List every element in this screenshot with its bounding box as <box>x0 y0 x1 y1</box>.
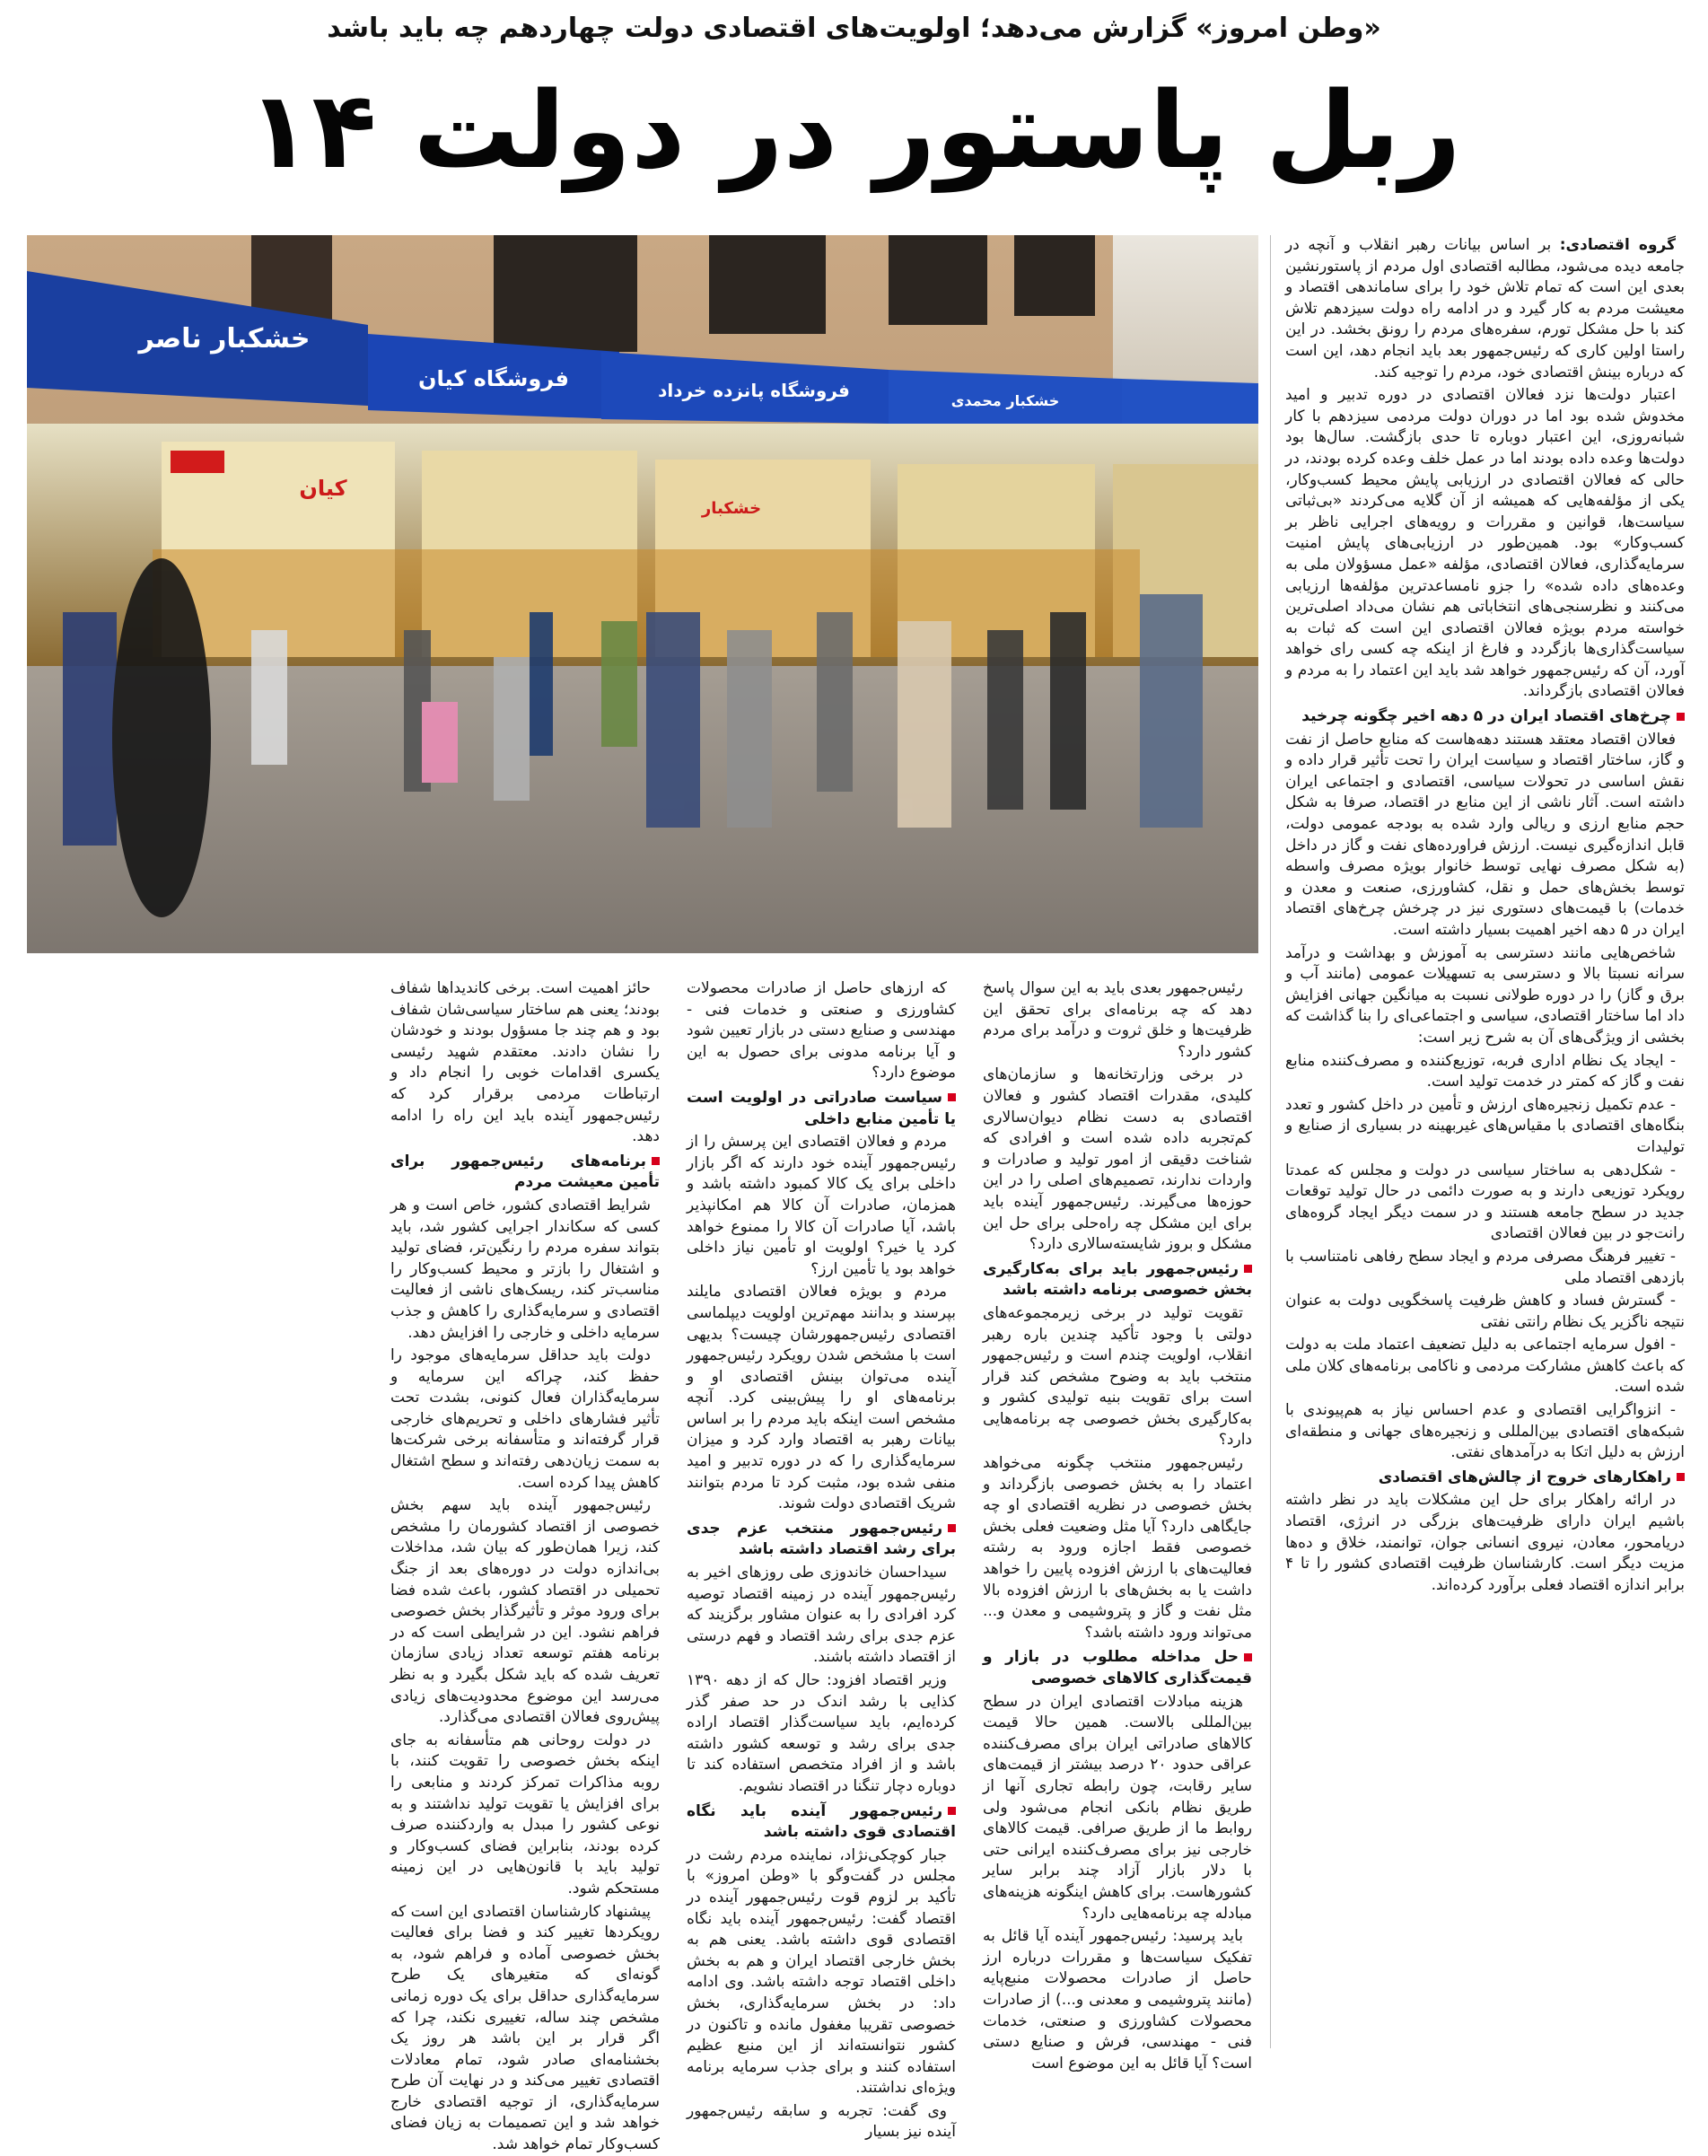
subheading-text: رئیس‌جمهور منتخب عزم جدی برای رشد اقتصاد داشته باشد <box>687 1519 956 1559</box>
paragraph: پیشنهاد کارشناسان اقتصادی این است که رویکردها تغییر کند و فضا برای فعالیت بخش خصوصی آماده و فراهم شود، به گونه‌ای که متغیرهای یک طرح سرمایه‌گذاری حداقل برای یک دوره زمانی مشخص چند ساله، تغییری نکند، چرا که اگر قرار بر این باشد هر روز یک بخشنامه‌ای صادر شود، تمام معادلات اقتصادی تغییر می‌کند و در نهایت آن طرح سرمایه‌گذاری، از توجیه اقتصادی خارج خواهد شد و این تصمیمات به زیان فضای کسب‌وکار تمام خواهد شد. <box>390 1902 660 2154</box>
sign-text: خشکبار محمدی <box>950 392 1060 409</box>
red-square-icon <box>1244 1265 1252 1273</box>
article-column-5 <box>27 978 366 2046</box>
subheading <box>687 1088 956 1130</box>
bullet-item: - گسترش فساد و کاهش ظرفیت پاسخگویی دولت به عنوان نتیجه ناگزیر یک نظام رانتی نفتی <box>1285 1292 1685 1331</box>
paragraph: هزینه مبادلات اقتصادی ایران در سطح بین‌المللی بالاست. همین حالا قیمت کالاهای صادراتی ایران برای مصرف‌کننده عراقی حدود ۲۰ درصد بیشتر از قیمت‌های سایر رقابت، چون رابطه تجاری آنها از طریق نظام بانکی انجام می‌شود ولی روابط ما از طریق صرافی. قیمت کالاهای خارجی نیز برای مصرف‌کننده ایرانی حتی با دلار بازار آزاد چند برابر سایر کشورهاست. برای کاهش اینگونه هزینه‌های مبادله چه برنامه‌هایی دارد؟ <box>983 1692 1252 1923</box>
bullet-item: - افول سرمایه اجتماعی به دلیل تضعیف اعتماد ملت به دولت که باعث کاهش مشارکت مردمی و ناکامی برنامه‌های کلان ملی شده است. <box>1285 1336 1685 1397</box>
paragraph: مردم و بویژه فعالان اقتصادی مایلند بپرسند و بدانند مهم‌ترین اولویت دیپلماسی اقتصادی رئیس‌جمهورشان چیست؟ بدیهی است با مشخص شدن رویکرد رئیس‌جمهور آینده می‌توان بینش اقتصادی او و برنامه‌های او را پیش‌بینی کرد. آنچه مشخص است اینکه باید مردم را بر اساس بیانات رهبر به اقتصاد وارد کرد و میزان سرمایه‌گذاری را که در دوره تدبیر و امید منفی شده بود، مثبت کرد تا مردم بتوانند شریک اقتصادی دولت شوند. <box>687 1283 956 1513</box>
paragraph: رئیس‌جمهور آینده باید سهم بخش خصوصی از اقتصاد کشورمان را مشخص کند، زیرا همان‌طور که بیان شد، مداخلات بی‌اندازه دولت در دوره‌های بعد از جنگ تحمیلی در اقتصاد کشور، باعث شده فضا برای ورود موثر و تأثیرگذار بخش خصوصی فراهم نشود. این در شرایطی است که در برنامه هفتم توسعه تعداد زیادی سازمان تعریف شده که باید شکل بگیرد و به نظر می‌رسد این موضوع محدودیت‌های زیادی پیش‌روی فعالان اقتصادی می‌گذارد. <box>390 1496 660 1727</box>
subheading <box>983 1259 1252 1301</box>
article-column-2 <box>983 978 1252 2073</box>
paragraph: که ارزهای حاصل از صادرات محصولات کشاورزی و صنعتی و خدمات فنی - مهندسی و صنایع دستی در بازار تعیین شود و آیا برنامه مدونی برای حصول به این موضوع دارد؟ <box>687 979 956 1082</box>
red-square-icon <box>948 1093 956 1101</box>
red-square-icon <box>948 1807 956 1815</box>
paragraph: باید پرسید: رئیس‌جمهور آینده آیا قائل به تفکیک سیاست‌ها و مقررات درباره ارز حاصل از صادرات محصولات منبع‌پایه (مانند پتروشیمی و معدنی و...) از صادرات محصولات کشاورزی و صنعتی، خدمات فنی - مهندسی، فرش و صنایع دستی است؟ آیا قائل به این موضوع است <box>983 1927 1252 2073</box>
sign-text: خشکبار <box>701 499 762 518</box>
subheading <box>983 1647 1252 1689</box>
red-square-icon <box>1677 713 1685 721</box>
subheading-text: رئیس‌جمهور آینده باید نگاه اقتصادی قوی داشته باشد <box>687 1801 956 1842</box>
paragraph: جبار کوچکی‌نژاد، نماینده مردم رشت در مجلس در گفت‌وگو با «وطن امروز» با تأکید بر لزوم قوت رئیس‌جمهور آینده در اقتصاد گفت: رئیس‌جمهور آینده باید نگاه اقتصادی قوی داشته باشد. یعنی هم به بخش خارجی اقتصاد ایران و هم به بخش داخلی اقتصاد توجه داشته باشد. وی ادامه داد: در بخش سرمایه‌گذاری، بخش خصوصی تقریبا مغفول مانده و تاکنون در کشور نتوانسته‌اند از این منبع عظیم استفاده کنند و برای جذب سرمایه برنامه ویژه‌ای نداشتند. <box>687 1845 956 2098</box>
paragraph: رئیس‌جمهور منتخب چگونه می‌خواهد اعتماد را به بخش خصوصی بازگرداند و بخش خصوصی در نظریه اقتصادی او چه جایگاهی دارد؟ آیا مثل وضعیت فعلی بخش خصوصی فقط اجازه ورود به رشته فعالیت‌های با ارزش افزوده پایین را خواهد داشت یا به بخش‌های با ارزش افزوده بالا مثل نفت و گاز و پتروشیمی و معدن و... می‌تواند ورود داشته باشد؟ <box>983 1454 1252 1642</box>
paragraph: فعالان اقتصاد معتقد هستند دهه‌هاست که منابع حاصل از نفت و گاز، ساختار اقتصاد و سیاست ایران را تحت تأثیر قرار داده و نقش اساسی در تحولات سیاسی، اقتصادی و اجتماعی ایران داشته است. آثار ناشی از این منابع در اقتصاد، صرفا به شکل حجم منابع ارزی و ریالی وارد شده به بودجه عمومی دولت، قابل اندازه‌گیری نیست. ارزش فراورده‌های نفت و گاز در داخل (به شکل مصرف نهایی توسط خانوار بویژه مصرف واسطه توسط بخش‌های حمل و نقل، کشاورزی، صنعت و معدن و خدمات) با قیمت‌های دستوری نیز در چرخش چرخ‌های اقتصاد ایران در ۵ دهه اخیر اهمیت بسیار داشته است. <box>1285 730 1685 939</box>
red-square-icon <box>948 1524 956 1532</box>
paragraph: در دولت روحانی هم متأسفانه به جای اینکه بخش خصوصی را تقویت کنند، با روبه مذاکرات تمرکز کردند و منابعی را برای افزایش یا تقویت تولید نداشتند و به نوعی کشور را مبدل به واردکننده صرف کرده بودند، بنابراین فضای کسب‌وکار و تولید باید با قانون‌هایی در این زمینه مستحکم شود. <box>390 1731 660 1897</box>
bullet-item: - تغییر فرهنگ مصرفی مردم و ایجاد سطح رفاهی نامتناسب با بازدهی اقتصاد ملی <box>1285 1247 1685 1287</box>
paragraph: بر اساس بیانات رهبر انقلاب و آنچه در جامعه دیده می‌شود، مطالبه اقتصادی اول مردم از پاستورنشین بعدی این است که تمام تلاش خود را برای ساماندهی اقتصاد و معیشت مردم به کار گیرد و در ادامه راه دولت سیزدهم تلاش کند با حل مشکل تورم، سفره‌های مردم را رونق بخشد. در این راستا اولین کاری که رئیس‌جمهور بعد باید انجام دهد، این است که درباره بینش اقتصادی خود، مردم را توجیه کند. <box>1285 236 1685 381</box>
paragraph: مردم و فعالان اقتصادی این پرسش را از رئیس‌جمهور آینده خود دارند که اگر بازار داخلی برای یک کالا کمبود داشته باشد و همزمان، صادرات آن کالا هم امکانپذیر باشد، آیا صادرات آن کالا را ممنوع خواهد کرد یا خیر؟ اولویت او تأمین نیاز داخلی خواهد بود یا تأمین ارز؟ <box>687 1133 956 1278</box>
red-square-icon <box>1677 1473 1685 1481</box>
column-divider <box>1270 235 1271 2048</box>
subheading <box>687 1519 956 1561</box>
sign-text: فروشگاه پانزده خرداد <box>658 380 850 401</box>
article-kicker: «وطن امروز» گزارش می‌دهد؛ اولویت‌های اقتصادی دولت چهاردهم چه باید باشد <box>327 13 1381 44</box>
sign-text: کیان <box>299 476 347 501</box>
subheading <box>390 1152 660 1194</box>
article-column-4 <box>390 978 660 2154</box>
paragraph: وی گفت: تجربه و سابقه رئیس‌جمهور آینده نیز بسیار <box>687 2101 956 2142</box>
red-square-icon <box>1244 1653 1252 1661</box>
subheading-text: حل مداخله مطلوب در بازار و قیمت‌گذاری کالاهای خصوصی <box>983 1648 1252 1687</box>
subheading-text: رئیس‌جمهور باید برای به‌کارگیری بخش خصوصی برنامه داشته باشد <box>983 1259 1252 1300</box>
paragraph: تقویت تولید در برخی زیرمجموعه‌های دولتی با وجود تأکید چندین باره رهبر انقلاب، اولویت چندم است و رئیس‌جمهور منتخب باید به وضوح مشخص کند قرار است برای تقویت بنیه تولیدی کشور و به‌کارگیری بخش خصوصی چه برنامه‌هایی دارد؟ <box>983 1303 1252 1450</box>
red-square-icon <box>652 1157 660 1165</box>
sign-text: فروشگاه کیان <box>418 366 569 391</box>
subheading <box>1285 1468 1685 1489</box>
paragraph: دولت باید حداقل سرمایه‌های موجود را حفظ کند، چراکه این سرمایه و سرمایه‌گذاران فعال کنونی، بشدت تحت تأثیر فشارهای داخلی و تحریم‌های خارجی قرار گرفته‌اند و متأسفانه برخی شرکت‌ها به سمت زیان‌دهی رفته‌اند و سطح اشتغال کاهش پیدا کرده است. <box>390 1346 660 1492</box>
article-column-3 <box>687 978 956 2142</box>
paragraph: وزیر اقتصاد افزود: حال که از دهه ۱۳۹۰ کذایی با رشد اندک در حد صفر گذر کرده‌ایم، باید سیاست‌گذار اقتصاد اراده جدی برای رشد و توسعه کشور داشته باشد و از افراد متخصص استفاده کند تا دوباره دچار تنگنا در اقتصاد نشویم. <box>687 1671 956 1795</box>
paragraph: در ارائه راهکار برای حل این مشکلات باید در نظر داشته باشیم ایران دارای ظرفیت‌های بزرگی در انرژی، اقتصاد دریامحور، معادن، نیروی انسانی جوان، توانمند، خلاق و ده‌ها مزیت دیگر است. کارشناسان ظرفیت اقتصادی کشور را تا ۴ برابر اندازه اقتصاد فعلی برآورد کرده‌اند. <box>1285 1491 1685 1594</box>
bullet-item: - انزواگرایی اقتصادی و عدم احساس نیاز به هم‌پیوندی با شبکه‌های اقتصادی بین‌المللی و زنجیره‌های جهانی و منطقه‌ای ارزش به دلیل اتکا به درآمدهای نفتی. <box>1285 1401 1685 1462</box>
sign-text: خشکبار ناصر <box>138 323 311 355</box>
paragraph: حائز اهمیت است. برخی کاندیداها شفاف بودند؛ یعنی هم ساختار سیاسی‌شان شفاف بود و هم چند جا مسؤول بودند و خودشان را نشان دادند. معتقدم شهید رئیسی یکسری اقدامات خوبی را انجام داد و ارتباطات مردمی برقرار کرد که رئیس‌جمهور آینده باید این راه را ادامه دهد. <box>390 979 660 1146</box>
bullet-item: - شکل‌دهی به ساختار سیاسی در دولت و مجلس که عمدتا رویکرد توزیعی دارند و به صورت دائمی در حال تولید توقعات جدید در سطح جامعه هستند و در سمت دیگر ایجاد گروه‌های رانت‌جو در بین فعالان اقتصادی <box>1285 1161 1685 1243</box>
lead-label: گروه اقتصادی: <box>1559 236 1676 254</box>
subheading-text: چرخ‌های اقتصاد ایران در ۵ دهه اخیر چگونه چرخید <box>1301 707 1671 726</box>
subheading <box>687 1801 956 1844</box>
paragraph: شرایط اقتصادی کشور، خاص است و هر کسی که سکاندار اجرایی کشور شد، باید بتواند سفره مردم را رنگین‌تر، فضای تولید و اشتغال را بازتر و محیط کسب‌وکار را مناسب‌تر کند، ریسک‌های ناشی از فعالیت اقتصادی و سرمایه‌گذاری را کاهش و جذب سرمایه داخلی و خارجی را افزایش دهد. <box>390 1196 660 1342</box>
paragraph: رئیس‌جمهور بعدی باید به این سوال پاسخ دهد که چه برنامه‌ای برای تحقق این ظرفیت‌ها و خلق ثروت و درآمد برای مردم کشور دارد؟ <box>983 979 1252 1061</box>
paragraph: شاخص‌هایی مانند دسترسی به آموزش و بهداشت و درآمد سرانه نسبتا بالا و دسترسی به تسهیلات عمومی (مانند آب و برق و گاز) را در دوره طولانی نسبت به میانگین جهانی افزایش داد اما ساختار اقتصادی، سیاسی و اجتماعی‌ای را بنا گذاشت که بخشی از ویژگی‌های آن به شرح زیر است: <box>1285 943 1685 1047</box>
article-headline: ربل پاستور در دولت ۱۴ <box>247 68 1461 192</box>
subheading-text: سیاست صادراتی در اولویت است یا تأمین منابع داخلی <box>687 1088 956 1128</box>
subheading-text: راهکارهای خروج از چالش‌های اقتصادی <box>1378 1468 1671 1486</box>
article-column-1 <box>1285 235 1685 2048</box>
paragraph: در برخی وزارتخانه‌ها و سازمان‌های کلیدی، مقدرات اقتصاد کشور و فعالان اقتصادی به دست نظام دیوان‌سالاری کم‌تجربه داده شده است و افرادی که شناخت دقیقی از امور تولید و صادرات و واردات ندارند، تصمیم‌های اصلی را در این حوزه‌ها می‌گیرند. رئیس‌جمهور آینده باید برای این مشکل چه راه‌حلی برای حل این مشکل و بروز شایسته‌سالاری دارد؟ <box>983 1065 1252 1254</box>
paragraph: سیداحسان خاندوزی طی روزهای اخیر به رئیس‌جمهور آینده در زمینه اقتصاد توصیه کرد افرادی را به عنوان مشاور برگزیند که عزم جدی برای رشد اقتصاد و فهم درستی از اقتصاد داشته باشند. <box>687 1564 956 1667</box>
bullet-item: - عدم تکمیل زنجیره‌های ارزش و تأمین در داخل کشور و تعدد بنگاه‌های اقتصادی با مقیاس‌های غیربهینه در بسیاری از صنایع و تولیدات <box>1285 1095 1685 1156</box>
bazaar-photo <box>27 235 1258 953</box>
subheading-text: برنامه‌های رئیس‌جمهور برای تأمین معیشت مردم <box>390 1152 660 1192</box>
paragraph: اعتبار دولت‌ها نزد فعالان اقتصادی در دوره تدبیر و امید مخدوش شده بود اما در دوران دولت مردمی سیزدهم با کار شبانه‌روزی، این اعتبار دوباره تا حدی بازگشت. سال‌ها بود دولت‌ها وعده داده بودند اما در عمل خلف وعده کرده بودند، در حالی که فعالان اقتصادی در ارزیابی پایش محیط کسب‌وکار، یکی از مؤلفه‌هایی که همیشه از آن گلایه می‌کردند «بی‌ثباتی سیاست‌ها، قوانین و مقررات و رویه‌های اجرایی ناظر بر کسب‌وکار» بود. همین‌طور در ارزیابی‌های پایش امنیت سرمایه‌گذاری، فعالان اقتصادی، مؤلفه «عمل مسؤولان ملی به وعده‌های داده شده» را جزو نامساعدترین مؤلفه‌ها ارزیابی می‌کنند و نظرسنجی‌های انتخاباتی هم نشان می‌داد اصلی‌ترین خواسته مردم بویژه فعالان اقتصادی این است که ثبات به سیاست‌گذاری‌ها بازگردد و فارغ از اینکه چه کسی رای خواهد آورد، آن که رئیس‌جمهور خواهد شد باید این اعتماد را به مردم و فعالان اقتصادی بازگرداند. <box>1285 386 1685 701</box>
subheading <box>1285 706 1685 728</box>
bullet-item: - ایجاد یک نظام اداری فربه، توزیع‌کننده و مصرف‌کننده منابع نفت و گاز که کمتر در خدمت تولید است. <box>1285 1051 1685 1091</box>
